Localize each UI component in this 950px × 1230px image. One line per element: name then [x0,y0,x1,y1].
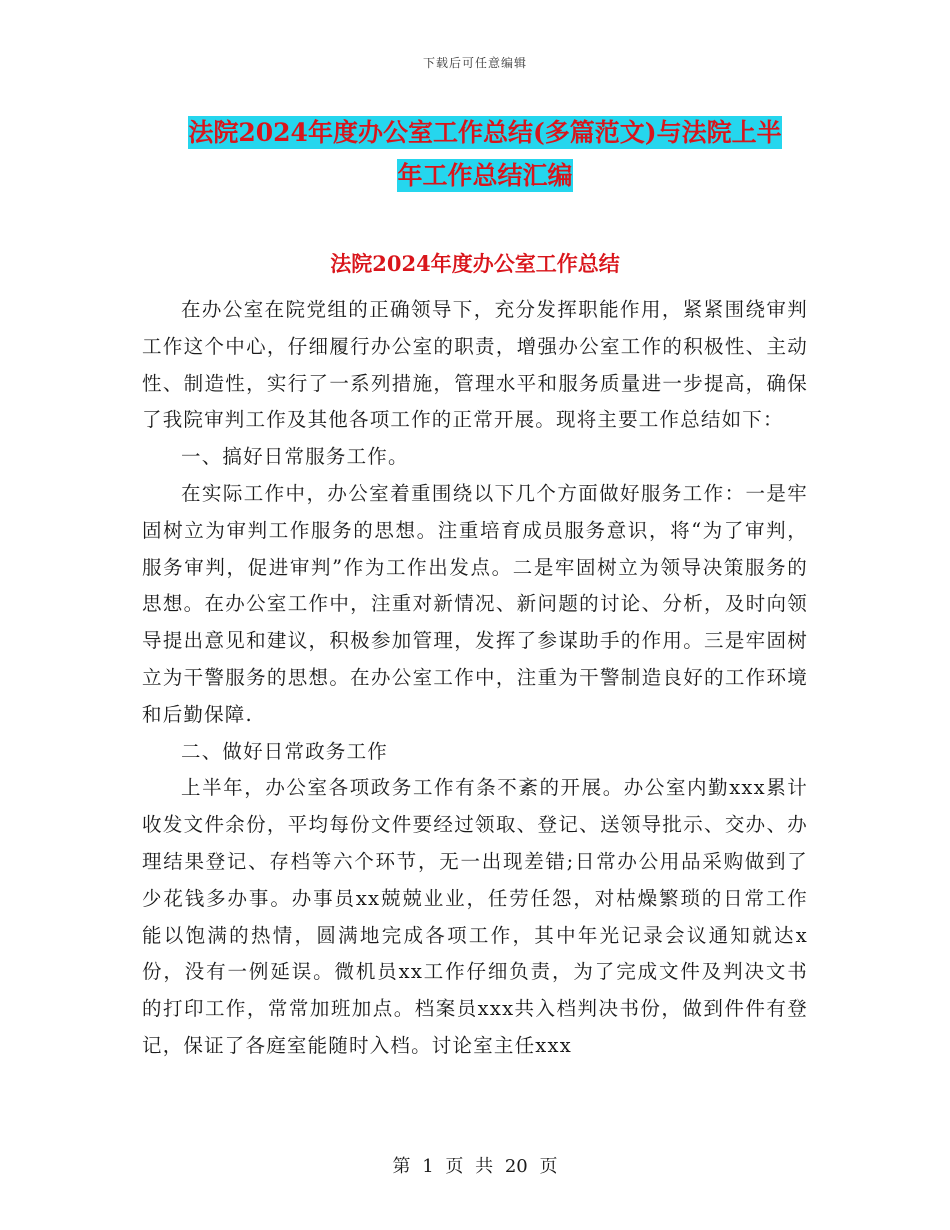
document-title-line-2: 年工作总结汇编 [397,161,573,190]
heading-daily-service: 一、搞好日常服务工作。 [181,445,409,469]
document-title-line-1: 法院2024年度办公室工作总结(多篇范文)与法院上半 [188,118,782,147]
document-title [140,111,830,197]
document-body [142,292,808,1065]
page-footer: 第 1 页 共 20 页 [392,1156,558,1177]
paragraph-daily-administration: 上半年，办公室各项政务工作有条不紊的开展。办公室内勤xxx累计收发文件余份，平均每份文件要经过领取、登记、送领导批示、交办、办理结果登记、存档等六个环节，无一出现差错;日常办公用品采购做到了少花钱多办事。办事员xx兢兢业业，任劳任怨，对枯燥繁琐的日常工作能以饱满的热情，圆满地完成各项工作，其中年光记录会议通知就达x份，没有一例延误。微机员xx工作仔细负责，为了完成文件及判决文书的打印工作，常常加班加点。档案员xxx共入档判决书份，做到件件有登记，保证了各庭室能随时入档。讨论室主任xxx [142,776,808,1057]
heading-daily-administration: 二、做好日常政务工作 [181,739,389,763]
section-title: 法院2024年度办公室工作总结 [330,251,620,276]
header-note: 下载后可任意编辑 [422,56,527,70]
paragraph-intro: 在办公室在院党组的正确领导下，充分发挥职能作用，紧紧围绕审判工作这个中心，仔细履行办公室的职责，增强办公室工作的积极性、主动性、制造性，实行了一系列措施，管理水平和服务质量进一步提高，确保了我院审判工作及其他各项工作的正常开展。现将主要工作总结如下： [142,298,808,432]
paragraph-daily-service: 在实际工作中，办公室着重围绕以下几个方面做好服务工作：一是牢固树立为审判工作服务的思想。注重培育成员服务意识，将“为了审判，服务审判，促进审判”作为工作出发点。二是牢固树立为领导决策服务的思想。在办公室工作中，注重对新情况、新问题的讨论、分析，及时向领导提出意见和建议，积极参加管理，发挥了参谋助手的作用。三是牢固树立为干警服务的思想。在办公室工作中，注重为干警制造良好的工作环境和后勤保障. [142,481,808,726]
